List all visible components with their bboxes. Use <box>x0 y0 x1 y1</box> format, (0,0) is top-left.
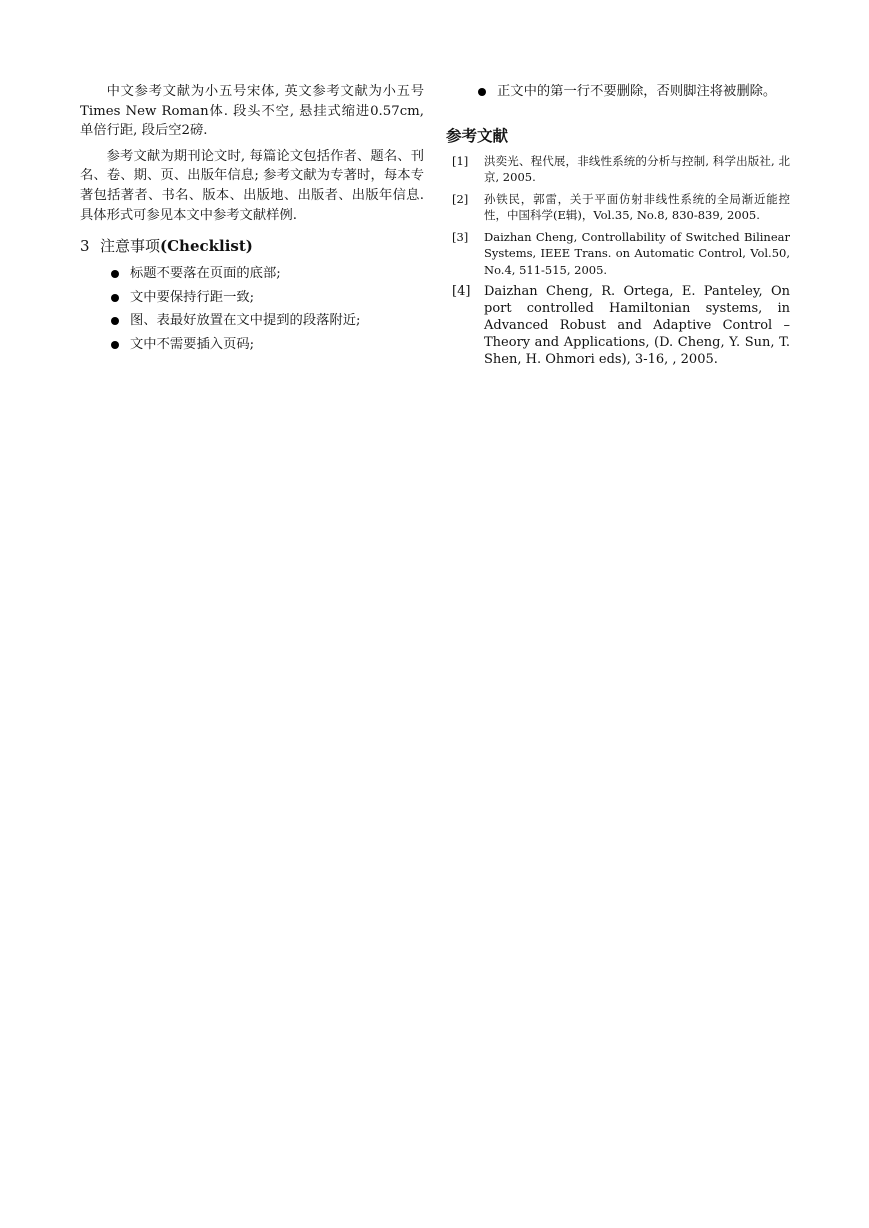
reference-number: [2] <box>452 191 469 206</box>
bullet-icon <box>478 88 486 96</box>
checklist <box>80 262 424 356</box>
reference-item <box>446 153 790 186</box>
bullet-icon <box>111 270 119 278</box>
reference-text: Daizhan Cheng, Controllability of Switched Bilinear Systems, IEEE Trans. on Automatic Control, Vol.50, No.4, 511-515, 2005. <box>484 229 790 277</box>
reference-number: [1] <box>452 153 469 168</box>
reference-list <box>446 153 790 369</box>
checklist-item <box>110 309 424 333</box>
references-heading: 参考文献 <box>446 126 509 145</box>
reference-text: 孙铁民，郭雷，关于平面仿射非线性系统的全局渐近能控性，中国科学(E辑)，Vol.35, No.8, 830-839, 2005. <box>484 191 790 223</box>
section-title-en: (Checklist) <box>160 237 253 256</box>
right-column <box>446 82 790 373</box>
footnote-warning <box>446 82 790 102</box>
paragraph-reference-content: 参考文献为期刊论文时, 每篇论文包括作者、题名、刊名、卷、期、页、出版年信息; 参考文献为专著时，每本专著包括著者、书名、版本、出版地、出版者、出版年信息. 具体形式可参见本文中参考文献样例. <box>80 148 424 223</box>
paragraph-reference-format: 中文参考文献为小五号宋体, 英文参考文献为小五号Times New Roman体. 段头不空, 悬挂式缩进0.57cm, 单倍行距, 段后空2磅. <box>80 84 424 139</box>
checklist-item-text: 标题不要落在页面的底部; <box>130 266 281 282</box>
checklist-item-text: 图、表最好放置在文中提到的段落附近; <box>130 313 361 329</box>
checklist-item <box>110 262 424 286</box>
checklist-item-text: 文中不需要插入页码; <box>130 336 255 352</box>
bullet-icon <box>111 317 119 325</box>
section-title-cn: 注意事项 <box>100 237 161 256</box>
reference-text: Daizhan Cheng, R. Ortega, E. Panteley, On port controlled Hamiltonian systems, in Advanced Robust and Adaptive Control –Theory and Applications, (D. Cheng, Y. Sun, T. Shen, H. Ohmori eds), 3-16, , 2005. <box>484 284 790 368</box>
checklist-item <box>110 286 424 310</box>
checklist-item <box>110 333 424 357</box>
section-heading-checklist <box>80 235 424 257</box>
footnote-warning-text: 正文中的第一行不要删除，否则脚注将被删除。 <box>497 84 777 99</box>
reference-item <box>446 191 790 224</box>
reference-text: 洪奕光、程代展，非线性系统的分析与控制, 科学出版社, 北京, 2005. <box>484 153 790 185</box>
checklist-item-text: 文中要保持行距一致; <box>130 289 255 305</box>
reference-item <box>446 229 790 279</box>
reference-item <box>446 283 790 368</box>
left-column <box>80 82 424 357</box>
reference-number: [3] <box>452 229 469 244</box>
reference-number: [4] <box>452 284 471 300</box>
bullet-icon <box>111 294 119 302</box>
bullet-icon <box>111 341 119 349</box>
section-number: 3 <box>80 237 90 256</box>
